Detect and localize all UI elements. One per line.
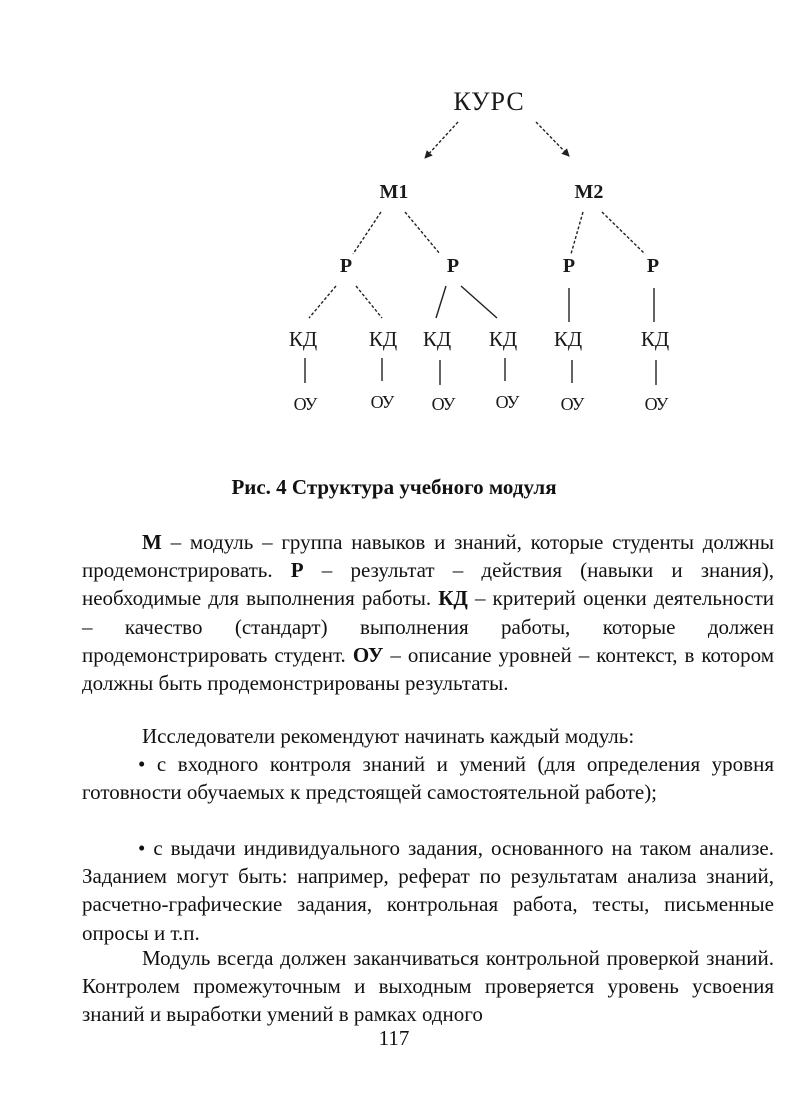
bullet-text: с входного контроля знаний и умений (для определения уровня готовности обучаемых к предстоящей самостоятельной работе); xyxy=(82,752,774,805)
bullet-dot: • xyxy=(138,752,146,776)
definition-m: – модуль – группа навыков и знаний, которые студенты должны продемонстрировать. xyxy=(82,530,774,583)
bullet-item-1 xyxy=(82,750,774,806)
diagram-description-4: ОУ xyxy=(495,392,519,412)
diagram-result-3: Р xyxy=(562,255,576,277)
definition-ou: – описание уровней – контекст, в котором должны быть продемонстрированы результаты. xyxy=(82,642,775,696)
diagram-criterion-2: КД xyxy=(368,327,398,351)
diagram-result-4: Р xyxy=(646,255,660,277)
edge-r1-kd2 xyxy=(356,286,382,318)
diagram-description-1: ОУ xyxy=(293,394,317,414)
edge-m2-r3 xyxy=(571,212,583,254)
recommendation-paragraph: Исследователи рекомендуют начинать каждый модуль: xyxy=(142,724,635,748)
definition-kd: – критерий оценки деятельности – качество (стандарт) выполнения работы, которые должен продемонстрировать студент. xyxy=(82,586,774,667)
edge-r2-kd3 xyxy=(436,286,446,318)
edge-m1-r2 xyxy=(405,212,440,254)
bullet-text: с выдачи индивидуального задания, основанного на таком анализе. Заданием могут быть: например, реферат по результатам анализа знаний, расчетно-графические задания, контрольная работа, тесты, письменные опросы и т.п. xyxy=(82,836,774,945)
diagram-module-m2: М2 xyxy=(574,181,604,203)
diagram-criterion-6: КД xyxy=(640,327,670,351)
figure-caption: Рис. 4 Структура учебного модуля xyxy=(231,475,557,499)
bullet-dot: • xyxy=(138,836,146,860)
diagram-description-3: ОУ xyxy=(431,394,455,414)
term-ou: ОУ xyxy=(352,642,384,667)
edge-m1-r1 xyxy=(353,212,381,254)
diagram-criterion-1: КД xyxy=(288,327,318,351)
diagram-description-6: ОУ xyxy=(644,394,668,414)
page-number: 117 xyxy=(378,1026,410,1050)
control-paragraph: Модуль всегда должен заканчиваться контрольной проверкой знаний. Контролем промежуточным и выходным проверяется уровень усвоения знаний и выработки умений в рамках одного xyxy=(82,946,774,1027)
edge-r2-kd4 xyxy=(461,286,497,318)
diagram-criterion-4: КД xyxy=(488,327,518,351)
diagram-result-1: Р xyxy=(339,255,353,277)
diagram-result-2: Р xyxy=(446,255,460,277)
course-structure-diagram xyxy=(0,0,788,450)
diagram-criterion-5: КД xyxy=(553,327,583,351)
term-r: Р xyxy=(290,558,304,583)
diagram-criterion-3: КД xyxy=(422,327,452,351)
diagram-description-2: ОУ xyxy=(370,392,394,412)
definition-r: – результат – действия (навыки и знания), необходимые для выполнения работы. xyxy=(82,558,774,611)
edge-r1-kd1 xyxy=(309,286,336,318)
edge-root-m2 xyxy=(536,122,569,156)
term-kd: КД xyxy=(438,586,468,611)
bullet-item-2 xyxy=(82,834,774,947)
diagram-module-m1: М1 xyxy=(379,181,409,203)
edge-root-m1 xyxy=(425,122,458,158)
diagram-root-kurs: КУРС xyxy=(453,87,525,116)
definitions-paragraph xyxy=(82,528,774,697)
term-m: М xyxy=(142,530,162,554)
edge-m2-r4 xyxy=(602,212,645,254)
diagram-description-5: ОУ xyxy=(560,394,584,414)
